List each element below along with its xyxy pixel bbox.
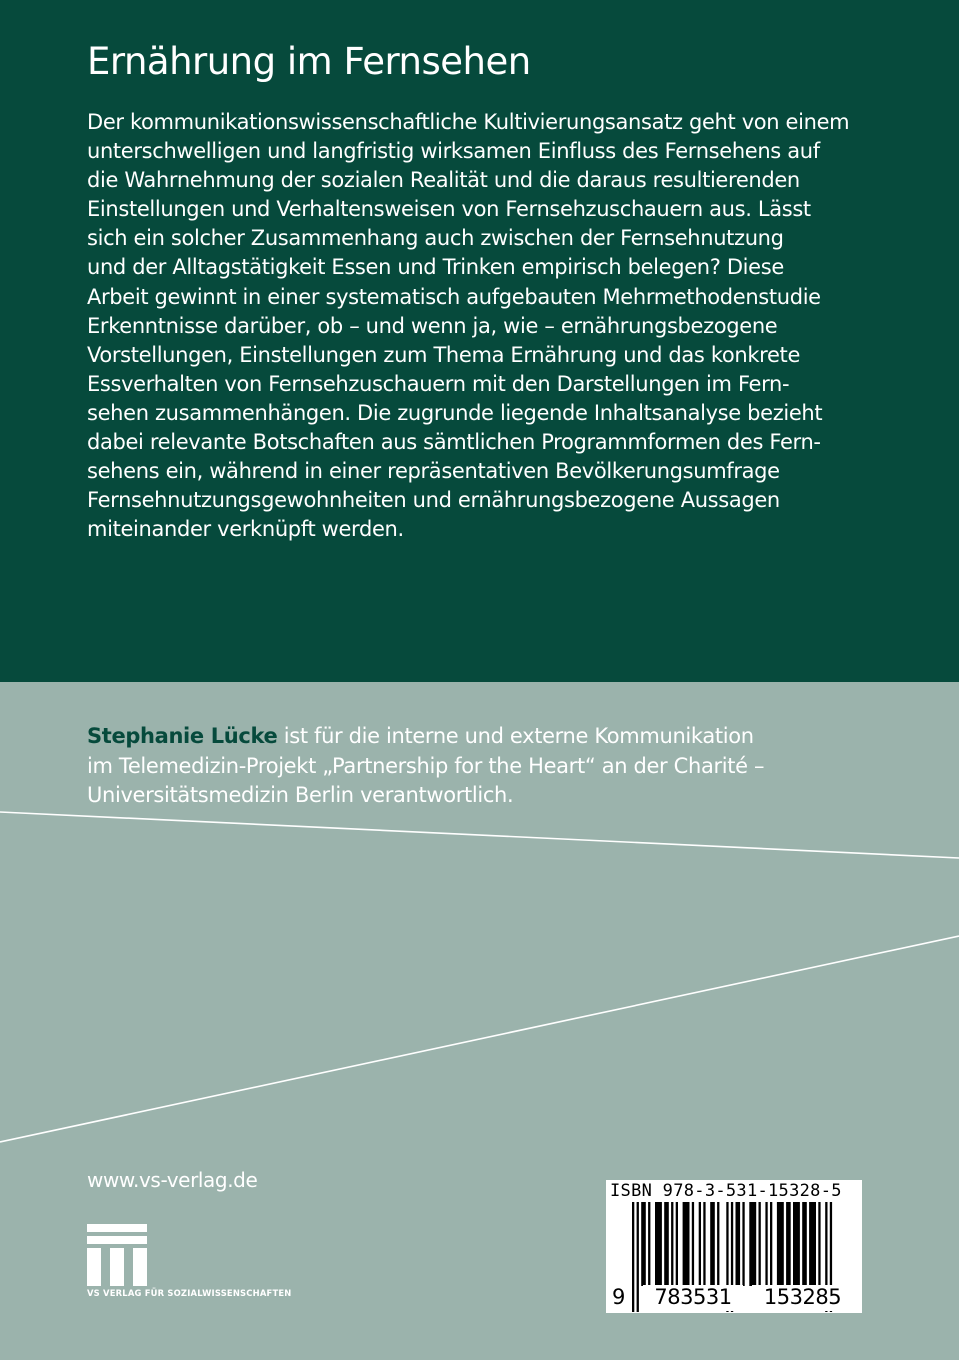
author-bio-line: im Telemedizin-Projekt „Partnership for the Heart“ an der Charité – <box>87 753 765 778</box>
author-bio-text: ist für die interne und externe Kommunikation <box>277 724 754 748</box>
barcode-bar <box>676 1202 678 1286</box>
blurb-text <box>87 108 877 544</box>
ean-first-digit: 9 <box>612 1285 626 1309</box>
blurb-line: Essverhalten von Fernsehzuschauern mit den Darstellungen im Fern- <box>87 371 790 396</box>
barcode-bar <box>818 1202 820 1286</box>
ean-right-group: 153285 <box>752 1285 853 1311</box>
barcode-bar <box>648 1202 650 1286</box>
barcode-bar <box>717 1202 719 1286</box>
publisher-logo <box>87 1224 317 1304</box>
barcode-bar <box>641 1202 646 1286</box>
barcode-bar <box>655 1202 662 1286</box>
blurb-line: sich ein solcher Zusammenhang auch zwischen der Fernsehnutzung <box>87 226 784 251</box>
blurb-line: Einstellungen und Verhaltensweisen von Fernsehzuschauern aus. Lässt <box>87 197 811 222</box>
barcode-bar <box>742 1202 744 1286</box>
author-bio-line: Universitätsmedizin Berlin verantwortlich. <box>87 783 514 807</box>
barcode-bar <box>736 1202 741 1286</box>
blurb-line: miteinander verknüpft werden. <box>87 517 404 542</box>
isbn-label: ISBN 978-3-531-15328-5 <box>610 1181 842 1201</box>
publisher-website[interactable]: www.vs-verlag.de <box>87 1168 258 1192</box>
barcode-bar <box>793 1202 800 1286</box>
barcode-bar <box>632 1202 634 1312</box>
barcode-bar <box>777 1202 784 1286</box>
barcode-bar <box>765 1202 767 1286</box>
vs-verlag-logo-icon <box>87 1224 147 1286</box>
barcode-bar <box>710 1202 715 1286</box>
barcode-bar <box>809 1202 816 1286</box>
barcode-bar <box>703 1202 705 1286</box>
blurb-line: die Wahrnehmung der sozialen Realität und die daraus resultierenden <box>87 168 800 193</box>
author-bio <box>87 722 887 811</box>
book-title: Ernährung im Fernsehen <box>87 40 531 83</box>
blurb-line: sehens ein, während in einer repräsentativen Bevölkerungsumfrage <box>87 459 780 484</box>
barcode-bar <box>699 1202 701 1286</box>
barcode-bar <box>770 1202 772 1286</box>
decorative-line <box>0 812 959 858</box>
barcode-bar <box>671 1202 673 1286</box>
author-name: Stephanie Lücke <box>87 724 278 748</box>
isbn-barcode <box>606 1180 862 1313</box>
barcode-bar <box>637 1202 639 1312</box>
barcode-bar <box>759 1202 761 1286</box>
barcode-bar <box>786 1202 791 1286</box>
barcode-bar <box>664 1202 669 1286</box>
blurb-line: Arbeit gewinnt in einer systematisch aufgebauten Mehrmethodenstudie <box>87 284 821 309</box>
barcode-bar <box>749 1202 756 1286</box>
blurb-line: Vorstellungen, Einstellungen zum Thema Ernährung und das konkrete <box>87 342 801 367</box>
blurb-line: dabei relevante Botschaften aus sämtlichen Programmformen des Fern- <box>87 430 821 455</box>
barcode-bar <box>692 1202 694 1286</box>
barcode-bar <box>683 1202 690 1286</box>
barcode-bar <box>802 1202 807 1286</box>
blurb-line: und der Alltagstätigkeit Essen und Trinken empirisch belegen? Diese <box>87 255 784 280</box>
ean-left-group: 783531 <box>643 1285 743 1311</box>
blurb-line: Fernsehnutzungsgewohnheiten und ernährungsbezogene Aussagen <box>87 488 780 513</box>
blurb-line: Erkenntnisse darüber, ob – und wenn ja, wie – ernährungsbezogene <box>87 313 778 338</box>
blurb-line: unterschwelligen und langfristig wirksamen Einfluss des Fernsehens auf <box>87 139 820 164</box>
decorative-line <box>0 936 959 1142</box>
blurb-line: sehen zusammenhängen. Die zugrunde liegende Inhaltsanalyse bezieht <box>87 400 823 425</box>
publisher-name: VS VERLAG FÜR SOZIALWISSENSCHAFTEN <box>87 1288 292 1298</box>
author-bio-line <box>87 722 887 752</box>
blurb-line: Der kommunikationswissenschaftliche Kultivierungsansatz geht von einem <box>87 110 850 134</box>
